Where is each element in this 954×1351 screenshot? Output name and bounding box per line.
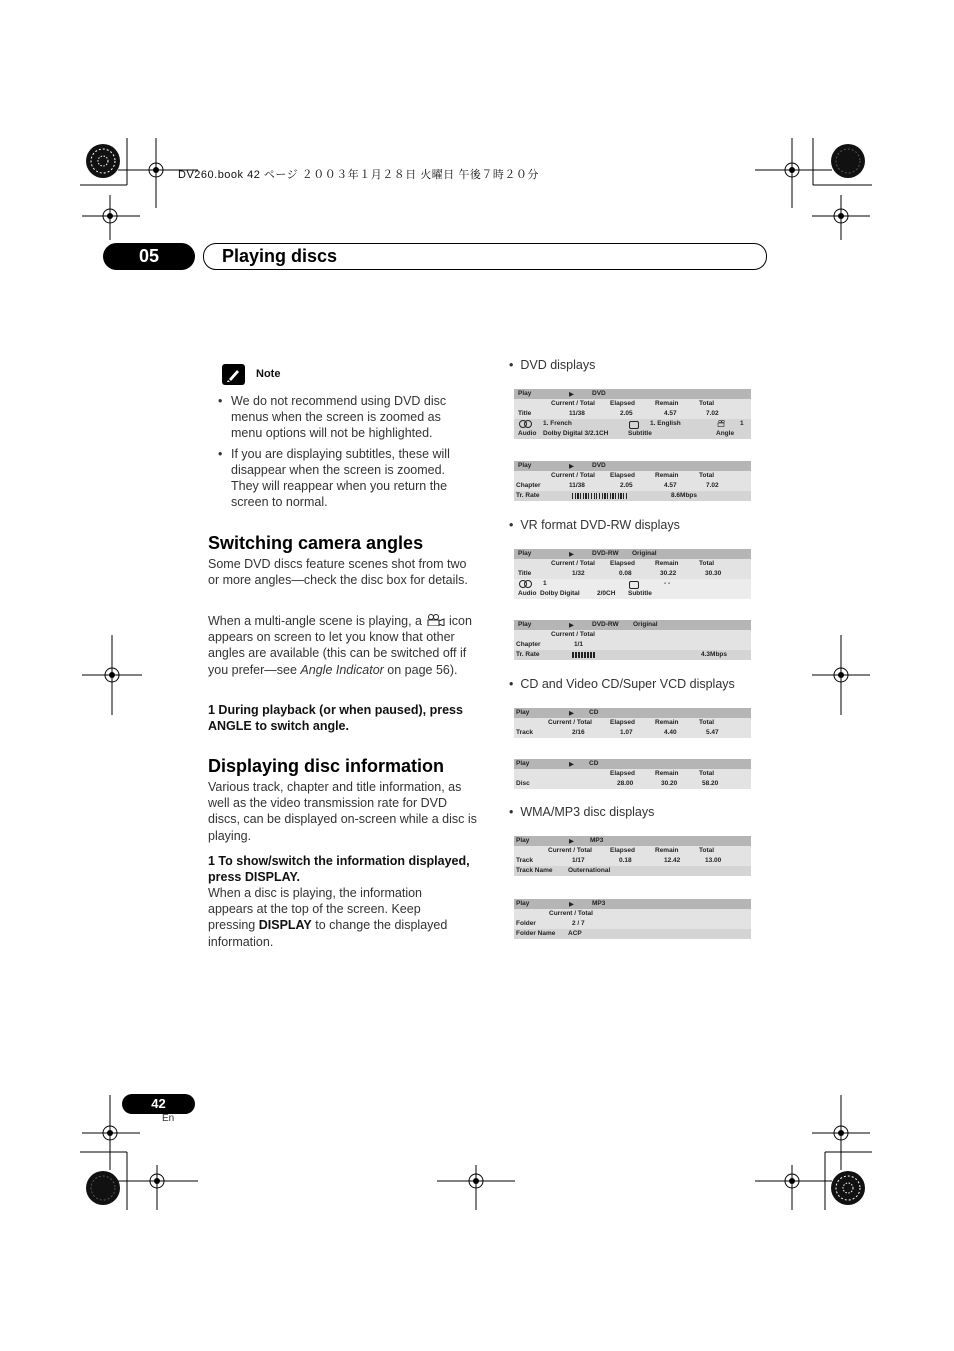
osd-field: 7.02: [706, 482, 719, 489]
osd-field: Track Name: [516, 867, 553, 874]
osd-row: [514, 389, 751, 399]
osd-field: ▶: [569, 463, 574, 470]
osd-field: Total: [699, 847, 715, 854]
displaying-para2-b: to change the displayed information.: [208, 918, 448, 949]
displaying-para2-a: When a disc is playing, the information appears at the top of the screen. Keep pressing: [208, 886, 422, 933]
section-vr: • VR format DVD-RW displays: [509, 518, 680, 532]
osd-field: DVD: [592, 462, 606, 469]
osd-field: Subtitle: [628, 590, 652, 597]
osd-field: Remain: [655, 770, 679, 777]
osd-field: 28.00: [617, 780, 634, 787]
osd-field: Play: [516, 837, 530, 844]
switching-para2-b: icon appears on screen to let you know that other angles are available (this can be switched off if you prefer—see: [208, 614, 472, 677]
osd-field: 1. French: [543, 420, 572, 427]
osd-field: Tr. Rate: [516, 492, 540, 499]
osd-field: Elapsed: [610, 560, 635, 567]
osd-field: 0.08: [619, 570, 632, 577]
osd-row: [514, 909, 751, 929]
osd-field: Tr. Rate: [516, 651, 540, 658]
subtitle-icon: [629, 581, 639, 589]
osd-field: Total: [699, 719, 715, 726]
osd-field: Total: [699, 400, 715, 407]
displaying-para1: Various track, chapter and title information, as well as the video transmission rate for DVD discs, can be displayed on-screen while a disc is playing.: [208, 780, 477, 843]
page-number: 42: [122, 1094, 195, 1114]
switching-para2-a: When a multi-angle scene is playing, a: [208, 614, 423, 628]
osd-field: 0.18: [619, 857, 632, 864]
osd-field: Play: [516, 760, 530, 767]
osd-field: Total: [699, 560, 715, 567]
osd-field: 11/38: [569, 410, 585, 417]
osd-field: Title: [518, 410, 532, 417]
osd-field: Total: [699, 770, 715, 777]
osd-field: Audio: [518, 590, 537, 597]
osd-field: 30.20: [661, 780, 678, 787]
osd-field: Remain: [655, 719, 679, 726]
osd-field: 1: [543, 580, 547, 587]
osd-field: Subtitle: [628, 430, 652, 437]
displaying-step1: 1 To show/switch the information displayed, press DISPLAY.: [208, 854, 470, 884]
note-item: • We do not recommend using DVD disc menus when the screen is zoomed as menu options will not be highlighted.: [218, 393, 470, 442]
osd-row: [514, 650, 751, 660]
osd-field: Original: [632, 550, 657, 557]
osd-field: Elapsed: [610, 847, 635, 854]
osd-field: CD: [589, 709, 599, 716]
osd-field: Play: [518, 550, 532, 557]
osd-field: Folder Name: [516, 930, 556, 937]
osd-field: Chapter: [516, 641, 541, 648]
osd-field: Play: [516, 709, 530, 716]
osd-field: Current / Total: [548, 719, 592, 726]
osd-field: Play: [516, 900, 530, 907]
osd-row: [514, 461, 751, 471]
osd-field: ACP: [568, 930, 582, 937]
audio-disc-icon: [519, 420, 531, 427]
osd-field: Remain: [655, 400, 679, 407]
osd-field: Elapsed: [610, 719, 635, 726]
osd-field: DVD: [592, 390, 606, 397]
osd-row: [514, 836, 751, 846]
chapter-title-bar: [203, 243, 767, 270]
osd-field: 5.47: [706, 729, 719, 736]
note-label: Note: [256, 368, 281, 380]
osd-mp3-folder: [514, 899, 751, 939]
osd-field: Play: [518, 462, 532, 469]
osd-field: Disc: [516, 780, 530, 787]
osd-field: 2.05: [620, 482, 633, 489]
osd-field: 12.42: [664, 857, 681, 864]
osd-dvd-title: [514, 389, 751, 439]
displaying-para2: [208, 885, 470, 950]
switching-heading: Switching camera angles: [208, 533, 424, 553]
osd-field: 1/17: [572, 857, 585, 864]
osd-field: 13.00: [705, 857, 722, 864]
osd-field: 2 / 7: [572, 920, 585, 927]
subtitle-icon: [629, 421, 639, 429]
osd-field: ▶: [569, 838, 574, 845]
osd-field: Remain: [655, 472, 679, 479]
display-key: DISPLAY: [258, 918, 312, 933]
osd-cd-track: [514, 708, 751, 738]
osd-field: Current / Total: [551, 560, 595, 567]
osd-field: Current / Total: [551, 472, 595, 479]
osd-field: Original: [633, 621, 658, 628]
osd-field: 1.07: [620, 729, 633, 736]
rate-bar: [572, 493, 628, 499]
osd-field: 2/0CH: [597, 590, 616, 597]
chapter-number-badge: 05: [103, 243, 195, 270]
osd-field: 4.40: [664, 729, 677, 736]
osd-field: Audio: [518, 430, 537, 437]
note-pencil-icon: [222, 364, 245, 385]
osd-row: [514, 620, 751, 630]
osd-row: [514, 630, 751, 650]
osd-field: CD: [589, 760, 599, 767]
osd-row: [514, 718, 751, 738]
osd-field: Remain: [655, 847, 679, 854]
osd-field: Outernational: [568, 867, 611, 874]
osd-vr-title: [514, 549, 751, 599]
osd-field: Elapsed: [610, 770, 635, 777]
section-cd: • CD and Video CD/Super VCD displays: [509, 677, 735, 691]
chapter-title: Playing discs: [222, 246, 338, 266]
osd-row: [514, 769, 751, 789]
osd-vr-chapter: [514, 620, 751, 660]
osd-field: 1. English: [650, 420, 681, 427]
osd-field: 1/32: [572, 570, 585, 577]
osd-field: 2/16: [572, 729, 585, 736]
osd-field: 1: [740, 420, 744, 427]
osd-field: Current / Total: [548, 847, 592, 854]
osd-field: Folder: [516, 920, 536, 927]
osd-mp3-track: [514, 836, 751, 876]
switching-para2-c: on page 56).: [387, 662, 458, 677]
osd-field: DVD-RW: [592, 621, 619, 628]
osd-row: [514, 708, 751, 718]
osd-row: [514, 491, 751, 501]
osd-field: 2.05: [620, 410, 633, 417]
osd-row: [514, 399, 751, 419]
osd-row: [514, 471, 751, 491]
osd-field: 4.3Mbps: [701, 651, 728, 658]
osd-field: ▶: [569, 391, 574, 398]
osd-field: - -: [664, 580, 671, 587]
osd-row: [514, 899, 751, 909]
note-list: [218, 393, 470, 514]
osd-field: Total: [699, 472, 715, 479]
osd-field: DVD-RW: [592, 550, 619, 557]
osd-field: 30.22: [660, 570, 677, 577]
osd-field: Track: [516, 729, 533, 736]
osd-field: ▶: [569, 901, 574, 908]
osd-field: MP3: [590, 837, 604, 844]
switching-step1: 1 During playback (or when paused), press ANGLE to switch angle.: [208, 703, 463, 733]
osd-field: Elapsed: [610, 400, 635, 407]
osd-field: Current / Total: [551, 400, 595, 407]
osd-field: Chapter: [516, 482, 541, 489]
osd-field: 11/38: [569, 482, 585, 489]
osd-field: 4.57: [664, 410, 677, 417]
osd-field: 4.57: [664, 482, 677, 489]
audio-disc-icon: [519, 580, 531, 587]
osd-row: [514, 846, 751, 866]
osd-row: [514, 759, 751, 769]
osd-field: Title: [518, 570, 532, 577]
switching-para1: Some DVD discs feature scenes shot from two or more angles—check the disc box for details.: [208, 557, 468, 588]
angle-indicator-ref: Angle Indicator: [300, 662, 384, 677]
osd-field: 1/1: [574, 641, 584, 648]
osd-field: 30.30: [705, 570, 722, 577]
file-info-header: DV260.book 42 ページ ２００３年１月２８日 火曜日 午後７時２０分: [178, 169, 539, 181]
osd-field: Angle: [716, 430, 735, 437]
osd-field: Track: [516, 857, 533, 864]
osd-field: ▶: [569, 761, 574, 768]
osd-field: Elapsed: [610, 472, 635, 479]
displaying-heading: Displaying disc information: [208, 756, 445, 776]
osd-field: ▶: [569, 710, 574, 717]
osd-field: ▶: [569, 551, 574, 558]
osd-row: [514, 929, 751, 939]
switching-para2: [208, 613, 476, 678]
osd-dvd-chapter: [514, 461, 751, 501]
osd-row: [514, 579, 751, 599]
osd-row: [514, 866, 751, 876]
osd-row: [514, 549, 751, 559]
osd-field: 7.02: [706, 410, 719, 417]
angle-camera-icon: [426, 614, 446, 626]
osd-cd-disc: [514, 759, 751, 789]
osd-field: Play: [518, 390, 532, 397]
osd-row: [514, 419, 751, 439]
section-mp3: • WMA/MP3 disc displays: [509, 805, 655, 819]
angle-camera-icon: [717, 420, 727, 427]
rate-bar: [572, 652, 596, 658]
note-item: • If you are displaying subtitles, these will disappear when the screen is zoomed. They will reappear when you return the screen to normal.: [218, 446, 470, 511]
osd-field: Play: [518, 621, 532, 628]
osd-field: Current / Total: [549, 910, 593, 917]
osd-field: Remain: [655, 560, 679, 567]
osd-field: Dolby Digital 3/2.1CH: [543, 430, 609, 437]
osd-field: MP3: [592, 900, 606, 907]
section-dvd: • DVD displays: [509, 358, 596, 372]
osd-field: 58.20: [702, 780, 719, 787]
osd-field: 8.6Mbps: [671, 492, 698, 499]
osd-field: Dolby Digital: [540, 590, 580, 597]
osd-field: ▶: [569, 622, 574, 629]
language-label: En: [162, 1113, 175, 1124]
osd-field: Current / Total: [551, 631, 595, 638]
osd-row: [514, 559, 751, 579]
